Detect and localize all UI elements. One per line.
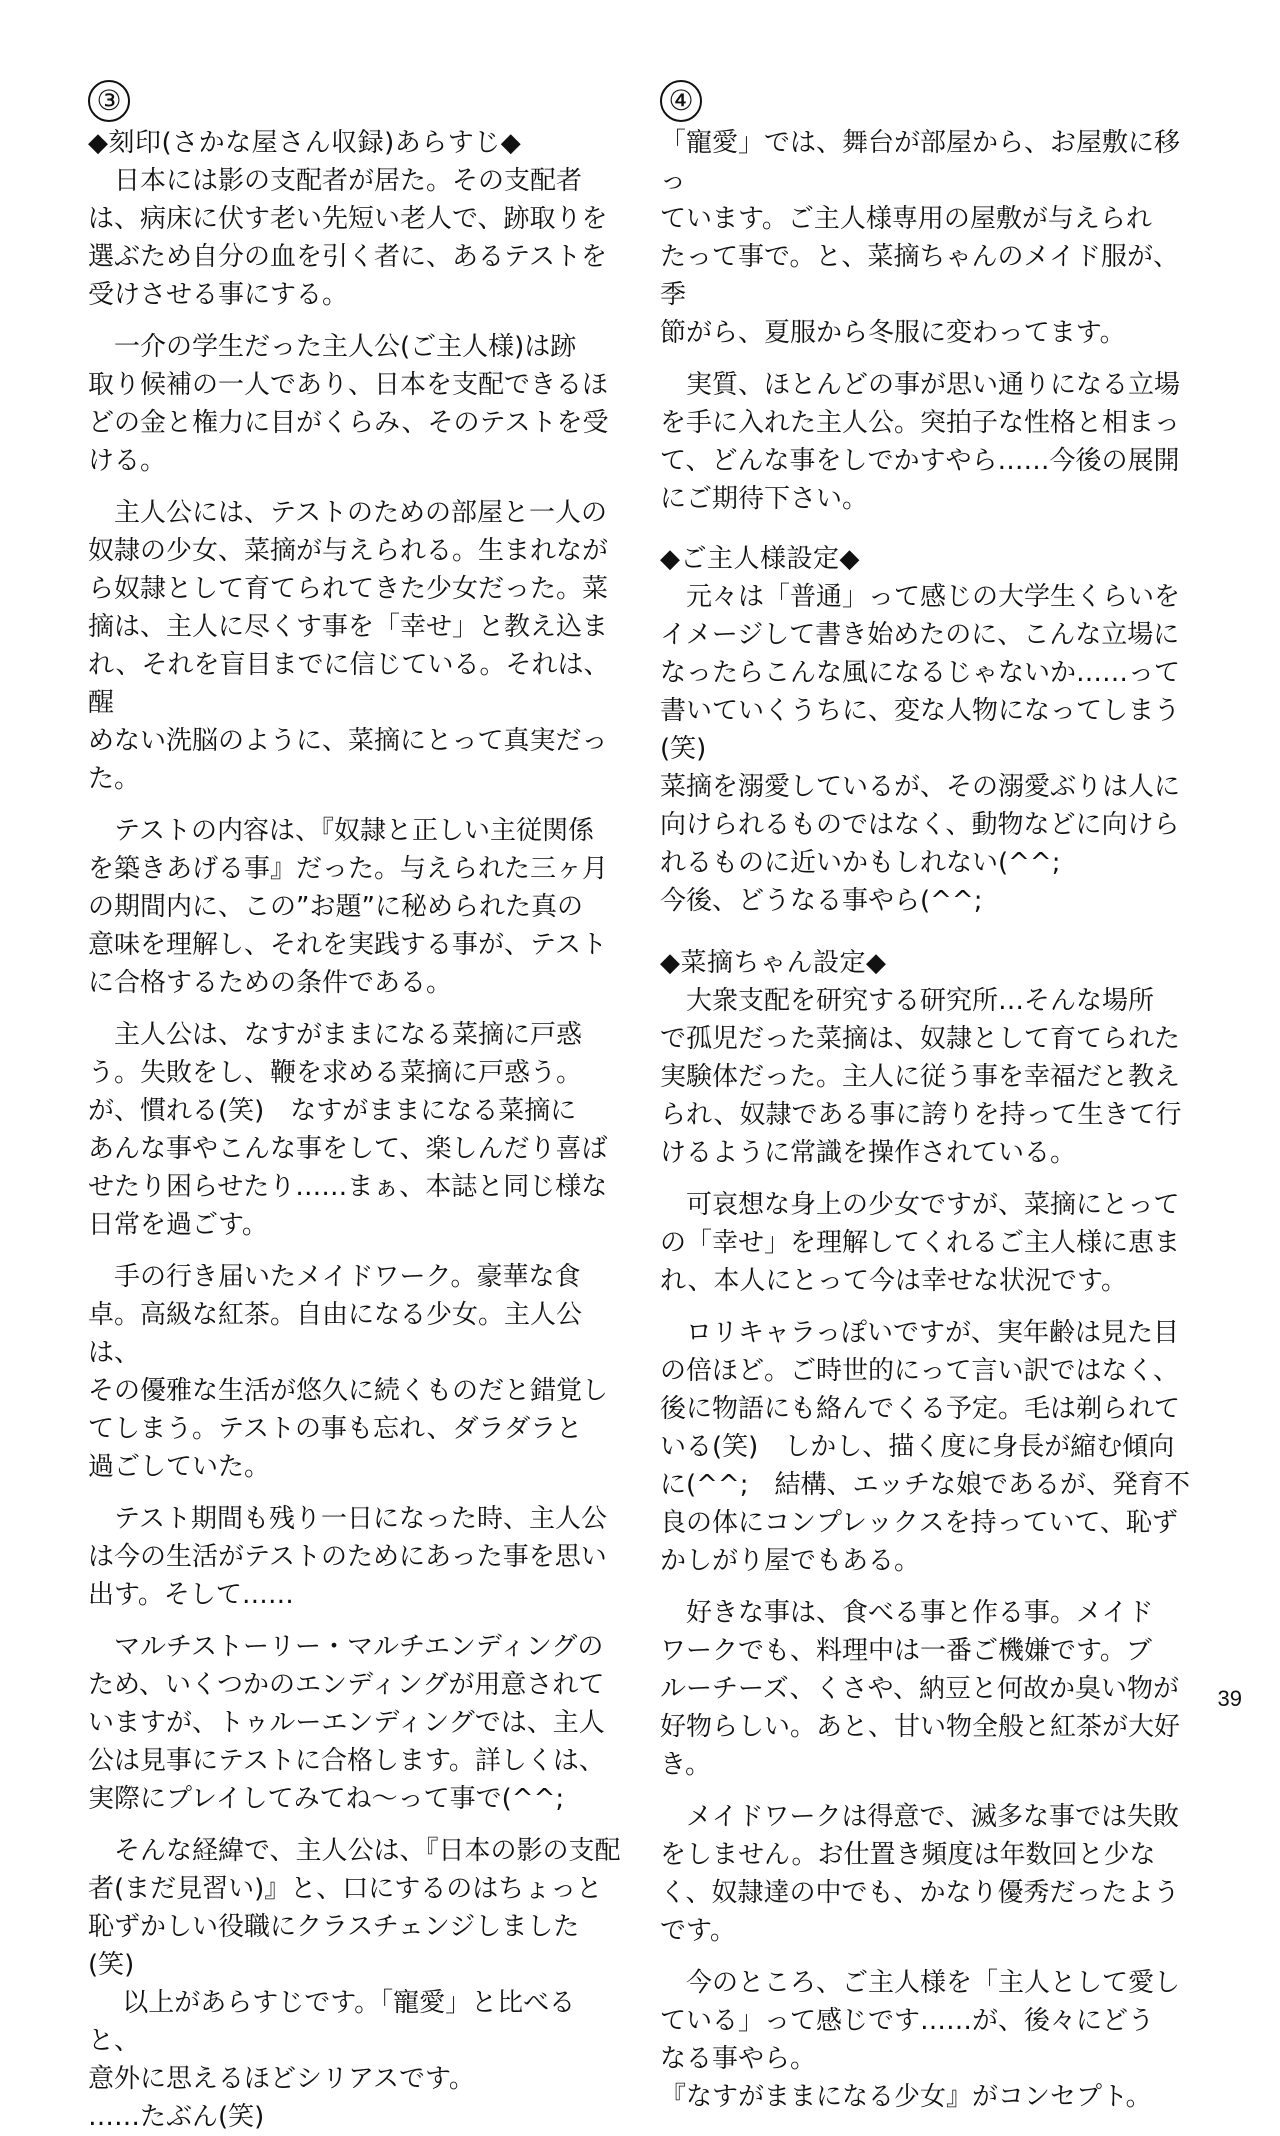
- synopsis-paragraph: 手の行き届いたメイドワーク。豪華な食 卓。高級な紅茶。自由になる少女。主人公は、 その優雅な生活が悠久に続くものだと錯覚し てしまう。テストの事も忘れ、ダラダラと 過ごしていた。: [88, 1262, 609, 1482]
- page-number: 39: [1217, 1686, 1242, 1711]
- section-number-3: ③: [88, 80, 130, 122]
- synopsis-paragraph: テストの内容は、『奴隷と正しい主従関係 を築きあげる事』だった。与えられた三ヶ月 の期間内に、この”お題”に秘められた真の 意味を理解し、それを実践する事が、テスト に合格するための条件である。: [88, 816, 609, 998]
- synopsis-paragraph: 日本には影の支配者が居た。その支配者 は、病床に伏す老い先短い老人で、跡取りを 選ぶため自分の血を引く者に、あるテストを 受けさせる事にする。: [88, 166, 608, 310]
- natsumi-settings-paragraph: 大衆支配を研究する研究所…そんな場所 で孤児だった菜摘は、奴隷として育てられた 実験体だった。主人に従う事を幸福だと教え られ、奴隷である事に誇りを持って生きて行 けるように常識を操作されている。: [660, 986, 1182, 1168]
- natsumi-settings-paragraph: ロリキャラっぽいですが、実年齢は見た目 の倍ほど。ご時世的にって言い訳ではなく、 後に物語にも絡んでくる予定。毛は剃られて いる(笑) しかし、描く度に身長が縮む傾向 に(^^; 結構、エッチな娘であるが、発育不 良の体にコンプレックスを持っていて、恥ず かしがり屋でもある。: [660, 1318, 1190, 1576]
- synopsis-heading: ◆刻印(さかな屋さん収録)あらすじ◆: [88, 128, 522, 158]
- master-settings-paragraph: 元々は「普通」って感じの大学生くらいを イメージして書き始めたのに、こんな立場に なったらこんな風になるじゃないか……って 書いていくうちに、変な人物になってしまう (笑) 菜摘を溺愛しているが、その溺愛ぶりは人に 向けられるものではなく、動物などに向けら れるものに近いかもしれない(^^; 今後、どうなる事やら(^^;: [660, 582, 1181, 916]
- natsumi-settings-paragraph: メイドワークは得意で、滅多な事では失敗 をしません。お仕置き頻度は年数回と少な く、奴隷達の中でも、かなり優秀だったよう です。: [660, 1802, 1180, 1946]
- left-column: [88, 80, 623, 2136]
- right-column: [660, 80, 1195, 2116]
- synopsis-paragraph: 主人公は、なすがままになる菜摘に戸惑 う。失敗をし、鞭を求める菜摘に戸惑う。 が、慣れる(笑) なすがままになる菜摘に あんな事やこんな事をして、楽しんだり喜ば せたり困らせたり……まぁ、本誌と同じ様な 日常を過ごす。: [88, 1020, 608, 1240]
- intro-paragraph: 実質、ほとんどの事が思い通りになる立場 を手に入れた主人公。突拍子な性格と相まっ て、どんな事をしでかすやら……今後の展開 にご期待下さい。: [660, 370, 1181, 514]
- synopsis-paragraph: 一介の学生だった主人公(ご主人様)は跡 取り候補の一人であり、日本を支配できるほ どの金と権力に目がくらみ、そのテストを受 ける。: [88, 332, 609, 476]
- synopsis-paragraph: テスト期間も残り一日になった時、主人公 は今の生活がテストのためにあった事を思い 出す。そして……: [88, 1504, 607, 1610]
- master-settings-heading: ◆ご主人様設定◆: [660, 544, 860, 574]
- natsumi-settings-paragraph: 今のところ、ご主人様を「主人として愛し ている」って感じです……が、後々にどう なる事やら。 『なすがままになる少女』がコンセプト。: [660, 1968, 1181, 2112]
- intro-paragraph: 「寵愛」では、舞台が部屋から、お屋敷に移っ ています。ご主人様専用の屋敷が与えられ たって事で。と、菜摘ちゃんのメイド服が、季 節がら、夏服から冬服に変わってます。: [660, 128, 1181, 348]
- natsumi-settings-heading: ◆菜摘ちゃん設定◆: [660, 948, 887, 978]
- synopsis-paragraph: マルチストーリー・マルチエンディングの ため、いくつかのエンディングが用意されて いますが、トゥルーエンディングでは、主人 公は見事にテストに合格します。詳しくは、 実際にプレイしてみてね～って事で(^^;: [88, 1632, 605, 1814]
- synopsis-paragraph: そんな経緯で、主人公は、『日本の影の支配 者(まだ見習い)』と、口にするのはちょっと 恥ずかしい役職にクラスチェンジしました(笑) 以上があらすじです。「寵愛」と比べると、 意外に思えるほどシリアスです。 ……たぶん(笑): [88, 1836, 621, 2132]
- natsumi-settings-paragraph: 可哀想な身上の少女ですが、菜摘にとって の「幸せ」を理解してくれるご主人様に恵ま れ、本人にとって今は幸せな状況です。: [660, 1190, 1181, 1296]
- section-number-4: ④: [660, 80, 702, 122]
- natsumi-settings-paragraph: 好きな事は、食べる事と作る事。メイド ワークでも、料理中は一番ご機嫌です。ブ ルーチーズ、くさや、納豆と何故か臭い物が 好物らしい。あと、甘い物全般と紅茶が大好 き。: [660, 1598, 1181, 1780]
- synopsis-paragraph: 主人公には、テストのための部屋と一人の 奴隷の少女、菜摘が与えられる。生まれなが ら奴隷として育てられてきた少女だった。菜 摘は、主人に尽くす事を「幸せ」と教え込ま れ、それを盲目までに信じている。それは、醒 めない洗脳のように、菜摘にとって真実だっ た。: [88, 498, 610, 794]
